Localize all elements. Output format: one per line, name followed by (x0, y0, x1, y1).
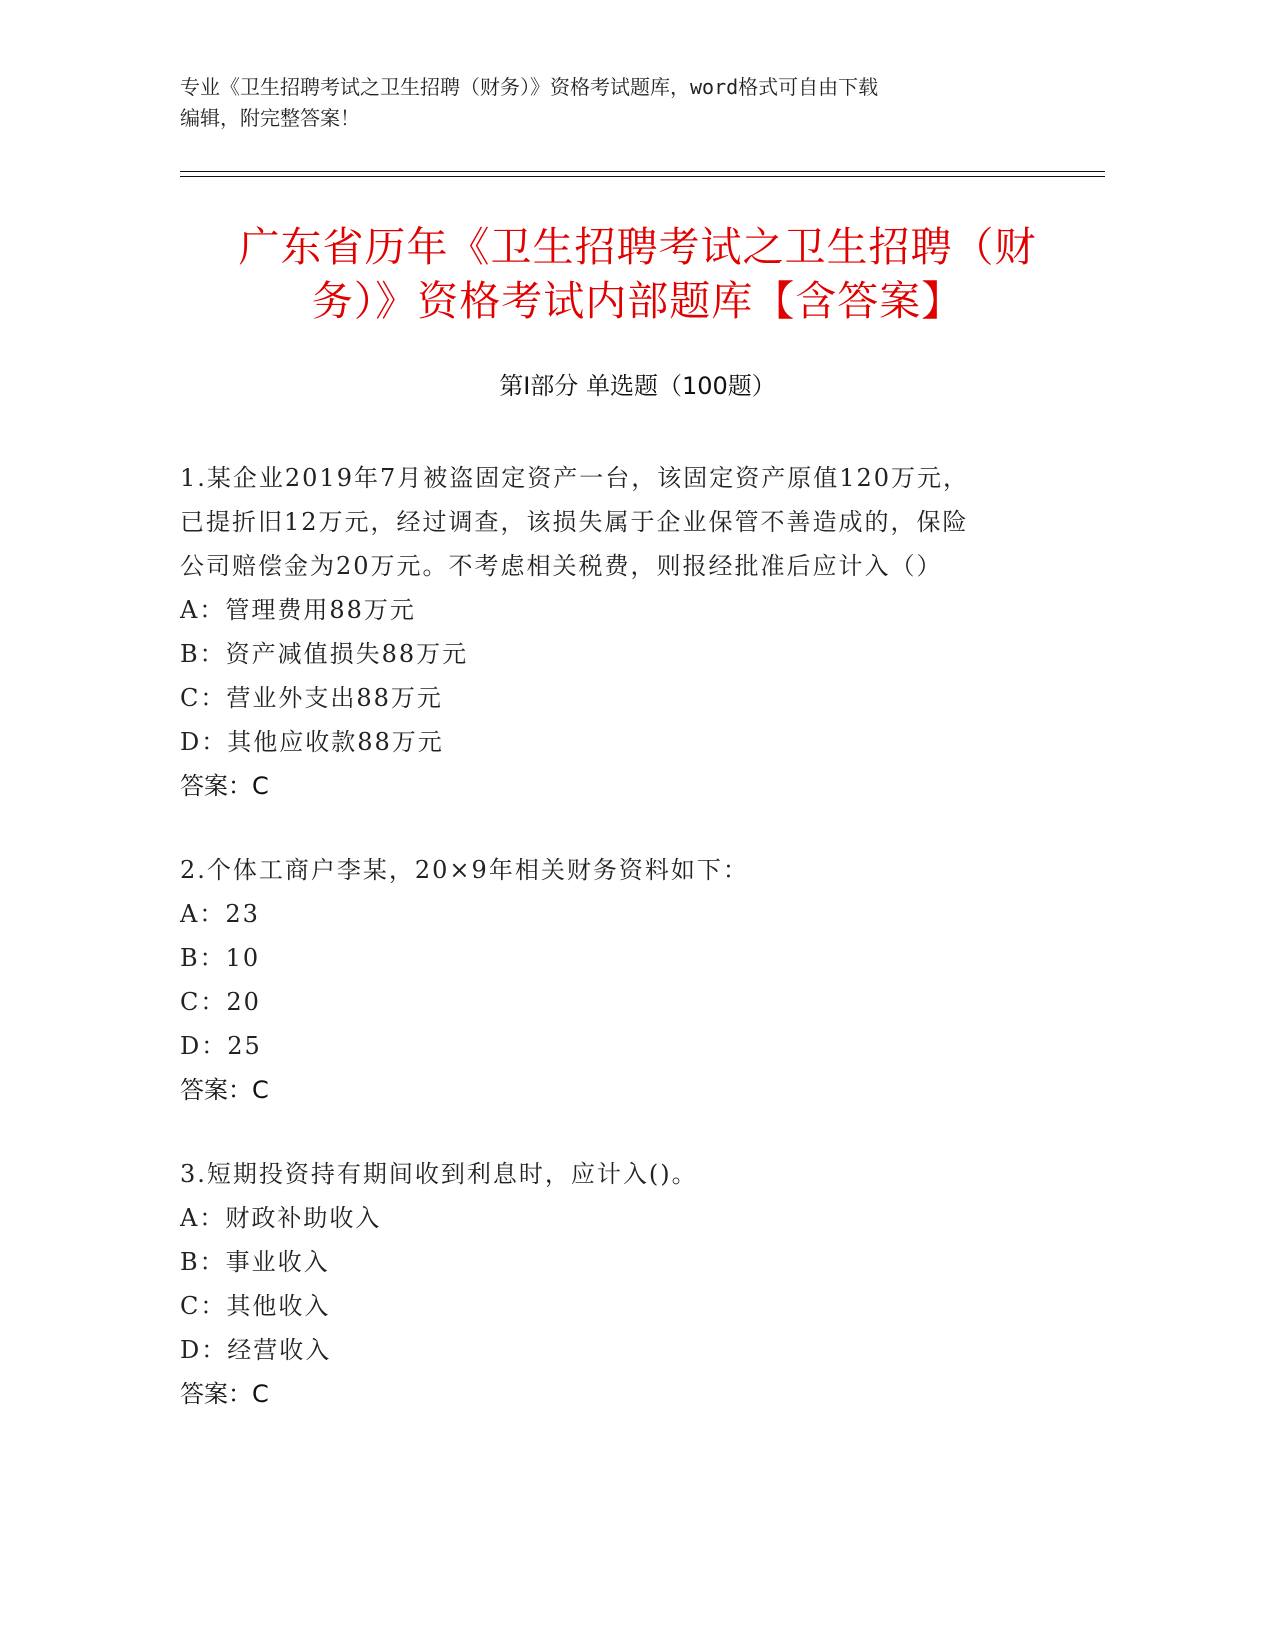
option-b: B：资产减值损失88万元 (180, 640, 469, 668)
question-2 (180, 848, 1060, 1112)
option-a: A：财政补助收入 (180, 1204, 382, 1232)
section-heading: 第Ⅰ部分 单选题（100题） (499, 372, 776, 400)
document-title-line-2: 务）》资格考试内部题库【含答案】 (311, 277, 964, 325)
question-stem-line: 公司赔偿金为20万元。不考虑相关税费，则报经批准后应计入（） (180, 552, 943, 580)
answer: 答案：C (180, 1380, 269, 1408)
question-1 (180, 456, 1060, 808)
document-title-line-1: 广东省历年《卫生招聘考试之卫生招聘（财 (238, 223, 1037, 271)
option-d: D：其他应收款88万元 (180, 728, 444, 756)
document-title (140, 220, 1135, 328)
question-stem-line: 3.短期投资持有期间收到利息时，应计入()。 (180, 1160, 698, 1188)
option-c: C：20 (180, 988, 261, 1016)
option-c: C：营业外支出88万元 (180, 684, 443, 712)
question-stem (180, 1152, 1060, 1196)
question-stem-line: 已提折旧12万元，经过调查，该损失属于企业保管不善造成的，保险 (180, 508, 969, 536)
option-d: D：25 (180, 1032, 262, 1060)
header-note (180, 72, 1040, 134)
question-stem (180, 848, 1060, 892)
question-stem-line: 1.某企业2019年7月被盗固定资产一台，该固定资产原值120万元， (180, 464, 970, 492)
option-a: A：23 (180, 900, 260, 928)
header-note-line-2: 编辑，附完整答案！ (180, 106, 360, 130)
option-a: A：管理费用88万元 (180, 596, 416, 624)
option-d: D：经营收入 (180, 1336, 332, 1364)
question-stem-line: 2.个体工商户李某，20×9年相关财务资料如下： (180, 856, 749, 884)
header-note-line-1: 专业《卫生招聘考试之卫生招聘（财务）》资格考试题库，word格式可自由下载 (180, 75, 879, 99)
answer: 答案：C (180, 772, 269, 800)
option-b: B：事业收入 (180, 1248, 330, 1276)
question-3 (180, 1152, 1060, 1416)
header-divider-top (180, 171, 1105, 172)
question-stem (180, 456, 1060, 588)
header-divider-bottom (180, 176, 1105, 177)
option-c: C：其他收入 (180, 1292, 331, 1320)
option-b: B：10 (180, 944, 261, 972)
answer: 答案：C (180, 1076, 269, 1104)
